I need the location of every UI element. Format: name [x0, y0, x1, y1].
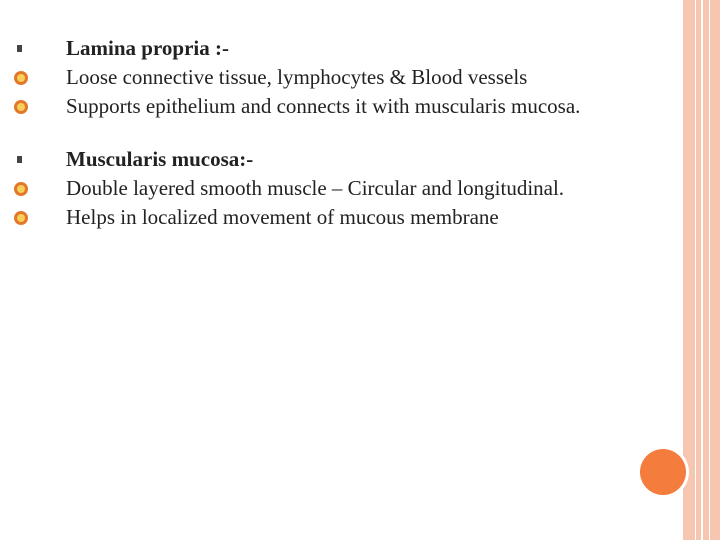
- list-item-text: Loose connective tissue, lymphocytes & Blood vessels: [66, 65, 528, 89]
- square-bullet-icon: [14, 45, 66, 52]
- circle-bullet-icon: [14, 71, 66, 85]
- border-stripe: [701, 0, 703, 540]
- list-item: [14, 203, 674, 232]
- section-heading-row: [14, 34, 674, 63]
- list-item-text: Helps in localized movement of mucous membrane: [66, 205, 499, 229]
- border-stripe: [695, 0, 696, 540]
- section-muscularis-mucosa: [14, 145, 674, 232]
- list-item-text: Supports epithelium and connects it with muscularis mucosa.: [66, 94, 581, 118]
- list-item-text: Double layered smooth muscle – Circular and longitudinal.: [66, 176, 565, 200]
- list-item: [14, 92, 674, 121]
- section-heading: Lamina propria :-: [66, 36, 229, 60]
- square-bullet-icon: [14, 156, 66, 163]
- border-stripe: [709, 0, 710, 540]
- slide-content: [14, 34, 674, 256]
- circle-bullet-icon: [14, 182, 66, 196]
- list-item: [14, 63, 674, 92]
- circle-bullet-icon: [14, 211, 66, 225]
- circle-bullet-icon: [14, 100, 66, 114]
- section-heading: Muscularis mucosa:-: [66, 147, 254, 171]
- decorative-circle: [640, 449, 686, 495]
- section-heading-row: [14, 145, 674, 174]
- list-item: [14, 174, 674, 203]
- section-lamina-propria: [14, 34, 674, 121]
